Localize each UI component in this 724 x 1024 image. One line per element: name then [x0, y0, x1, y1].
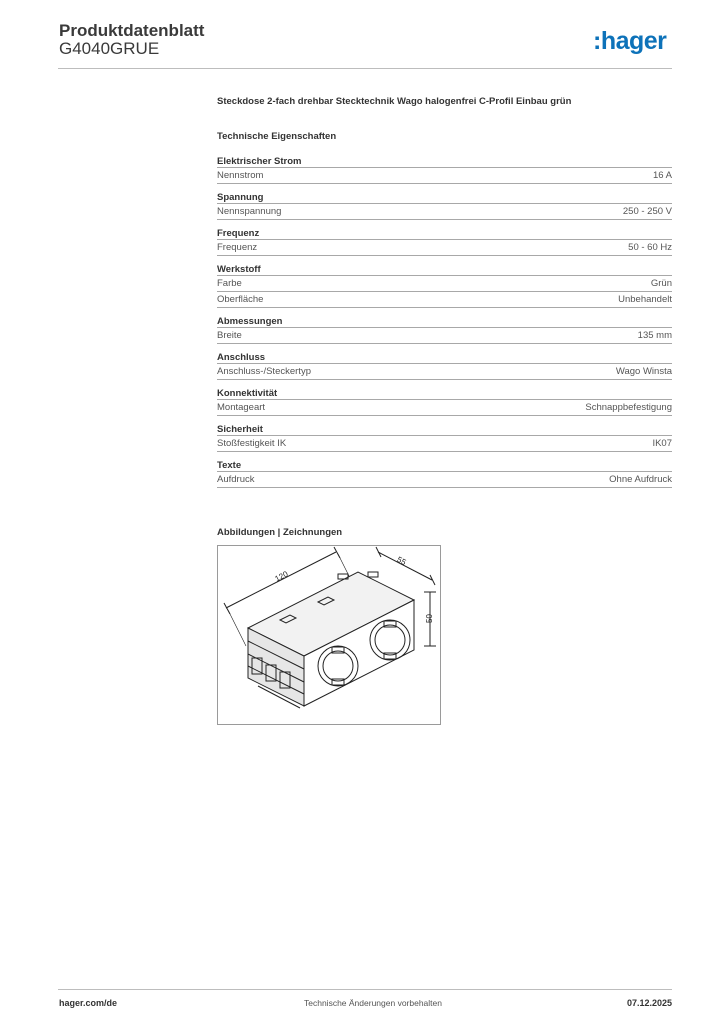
property-row	[217, 399, 672, 416]
group-title: Elektrischer Strom	[217, 156, 302, 167]
property-value: Ohne Aufdruck	[609, 474, 672, 485]
group-title: Anschluss	[217, 352, 266, 363]
property-value: IK07	[652, 438, 672, 449]
group-title: Frequenz	[217, 228, 260, 239]
property-label: Breite	[217, 330, 242, 341]
footer-date: 07.12.2025	[627, 998, 673, 1008]
property-group	[217, 460, 672, 488]
property-group	[217, 352, 672, 380]
property-group	[217, 192, 672, 220]
property-label: Anschluss-/Steckertyp	[217, 366, 311, 377]
technical-drawing	[217, 545, 441, 725]
header-divider	[58, 68, 672, 69]
dimension-label-depth: 55	[395, 554, 408, 568]
property-group	[217, 388, 672, 416]
group-title: Konnektivität	[217, 388, 278, 399]
technical-properties-title: Technische Eigenschaften	[217, 131, 337, 142]
socket-drawing	[218, 546, 440, 724]
property-label: Montageart	[217, 402, 266, 413]
group-title: Spannung	[217, 192, 264, 203]
group-title: Werkstoff	[217, 264, 261, 275]
group-title: Texte	[217, 460, 242, 471]
property-value: 135 mm	[637, 330, 672, 341]
property-row	[217, 435, 672, 452]
property-group	[217, 156, 672, 184]
dimension-label-height: 50	[425, 614, 434, 623]
dimension-label-length: 120	[273, 569, 290, 584]
property-row	[217, 363, 672, 380]
property-row	[217, 327, 672, 344]
property-label: Aufdruck	[217, 474, 255, 485]
group-title: Abmessungen	[217, 316, 283, 327]
group-title: Sicherheit	[217, 424, 263, 435]
property-row	[217, 239, 672, 256]
product-description: Steckdose 2-fach drehbar Stecktechnik Wago halogenfrei C-Profil Einbau grün	[217, 96, 572, 107]
property-value: Schnappbefestigung	[585, 402, 672, 413]
product-code: G4040GRUE	[59, 39, 160, 58]
footer-divider	[58, 989, 672, 990]
property-value: Unbehandelt	[618, 294, 672, 305]
document-title: Produktdatenblatt	[59, 21, 205, 40]
footer-notice: Technische Änderungen vorbehalten	[304, 998, 442, 1008]
property-label: Nennstrom	[217, 170, 264, 181]
property-group	[217, 424, 672, 452]
property-row	[217, 291, 672, 308]
property-value: Wago Winsta	[615, 366, 672, 377]
property-label: Farbe	[217, 278, 242, 289]
property-label: Frequenz	[217, 242, 258, 253]
property-label: Oberfläche	[217, 294, 264, 305]
dimension-line-depth	[378, 552, 432, 580]
property-value: 250 - 250 V	[622, 206, 672, 217]
property-row	[217, 203, 672, 220]
footer-website-link[interactable]: hager.com/de	[59, 998, 118, 1008]
property-row	[217, 471, 672, 488]
property-label: Stoßfestigkeit IK	[217, 438, 287, 449]
properties-table	[217, 156, 672, 496]
property-group	[217, 316, 672, 344]
property-group	[217, 264, 672, 308]
property-label: Nennspannung	[217, 206, 282, 217]
property-value: Grün	[650, 278, 672, 289]
property-row	[217, 275, 672, 291]
property-value: 50 - 60 Hz	[628, 242, 672, 253]
property-value: 16 A	[652, 170, 672, 181]
hager-logo: :hager	[593, 27, 667, 55]
property-row	[217, 167, 672, 184]
images-title: Abbildungen | Zeichnungen	[217, 527, 343, 538]
property-group	[217, 228, 672, 256]
